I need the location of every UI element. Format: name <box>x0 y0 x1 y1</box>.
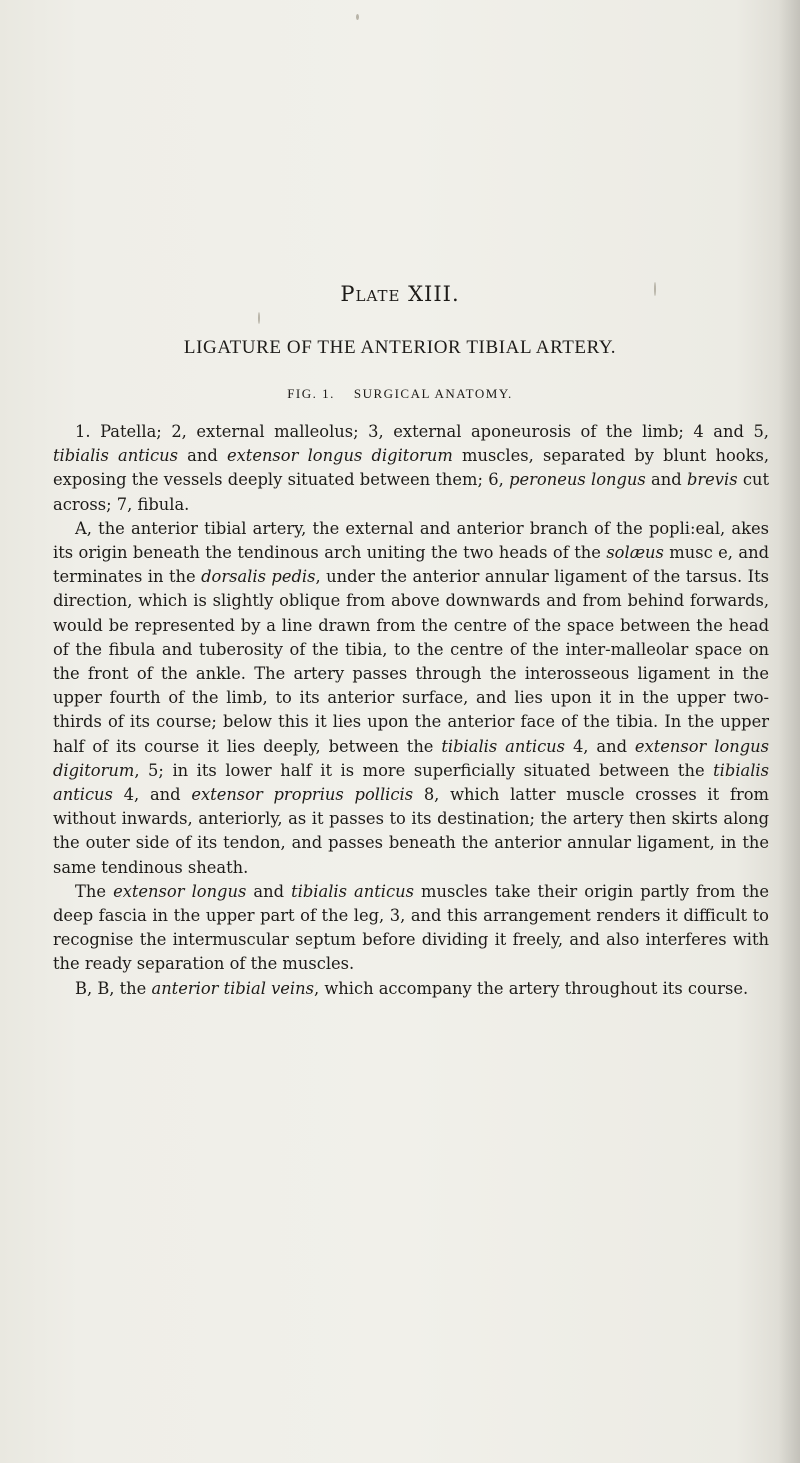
paragraph-muscles-origin: The extensor longus and tibialis anticus muscles take their origin partly from the deep fascia in the upper part of the leg, 3, and this arrangement renders it difficult to recognise the intermuscular septum before dividing it freely, and also interferes with the ready separation of the muscles. <box>53 881 769 974</box>
paper-speck <box>258 312 260 324</box>
figure-label: FIG. 1. <box>287 386 335 401</box>
page-edge-shadow <box>778 0 800 1463</box>
paper-speck <box>356 14 359 20</box>
body-text <box>53 420 769 1001</box>
paragraph-veins-b: B, B, the anterior tibial veins, which accompany the artery throughout its course. <box>75 978 749 998</box>
figure-caption-line <box>0 386 800 402</box>
paragraph-legend-numbers: 1. Patella; 2, external malleolus; 3, external aponeurosis of the limb; 4 and 5, tibialis anticus and extensor longus digitorum muscles, separated by blunt hooks, exposing the vessels deeply situated between them; 6, peroneus longus and brevis cut across; 7, fibula. <box>53 422 770 514</box>
plate-title: Plate XIII. <box>340 282 460 306</box>
figure-subtitle: SURGICAL ANATOMY. <box>353 386 513 401</box>
main-title: LIGATURE OF THE ANTERIOR TIBIAL ARTERY. <box>183 337 617 358</box>
paragraph-artery-a: A, the anterior tibial artery, the external and anterior branch of the popli:eal, akes its origin beneath the tendinous arch uniting the two heads of the solæus musc e, and terminates in the dorsalis pedis, under the anterior annular ligament of the tarsus. Its direction, which is slightly oblique from above downwards and from behind forwards, would be represented by a line drawn from the centre of the space between the head of the fibula and tuberosity of the tibia, to the centre of the inter-malleolar space on the front of the ankle. The artery passes through the interosseous ligament in the upper fourth of the limb, to its anterior surface, and lies upon it in the upper two-thirds of its course; below this it lies upon the anterior face of the tibia. In the upper half of its course it lies deeply, between the tibialis anticus 4, and extensor longus digitorum, 5; in its lower half it is more superficially situated between the tibialis anticus 4, and extensor proprius pollicis 8, which latter muscle crosses it from without inwards, anteriorly, as it passes to its destination; the artery then skirts along the outer side of its tendon, and passes beneath the anterior annular ligament, in the same tendinous sheath. <box>53 518 769 877</box>
